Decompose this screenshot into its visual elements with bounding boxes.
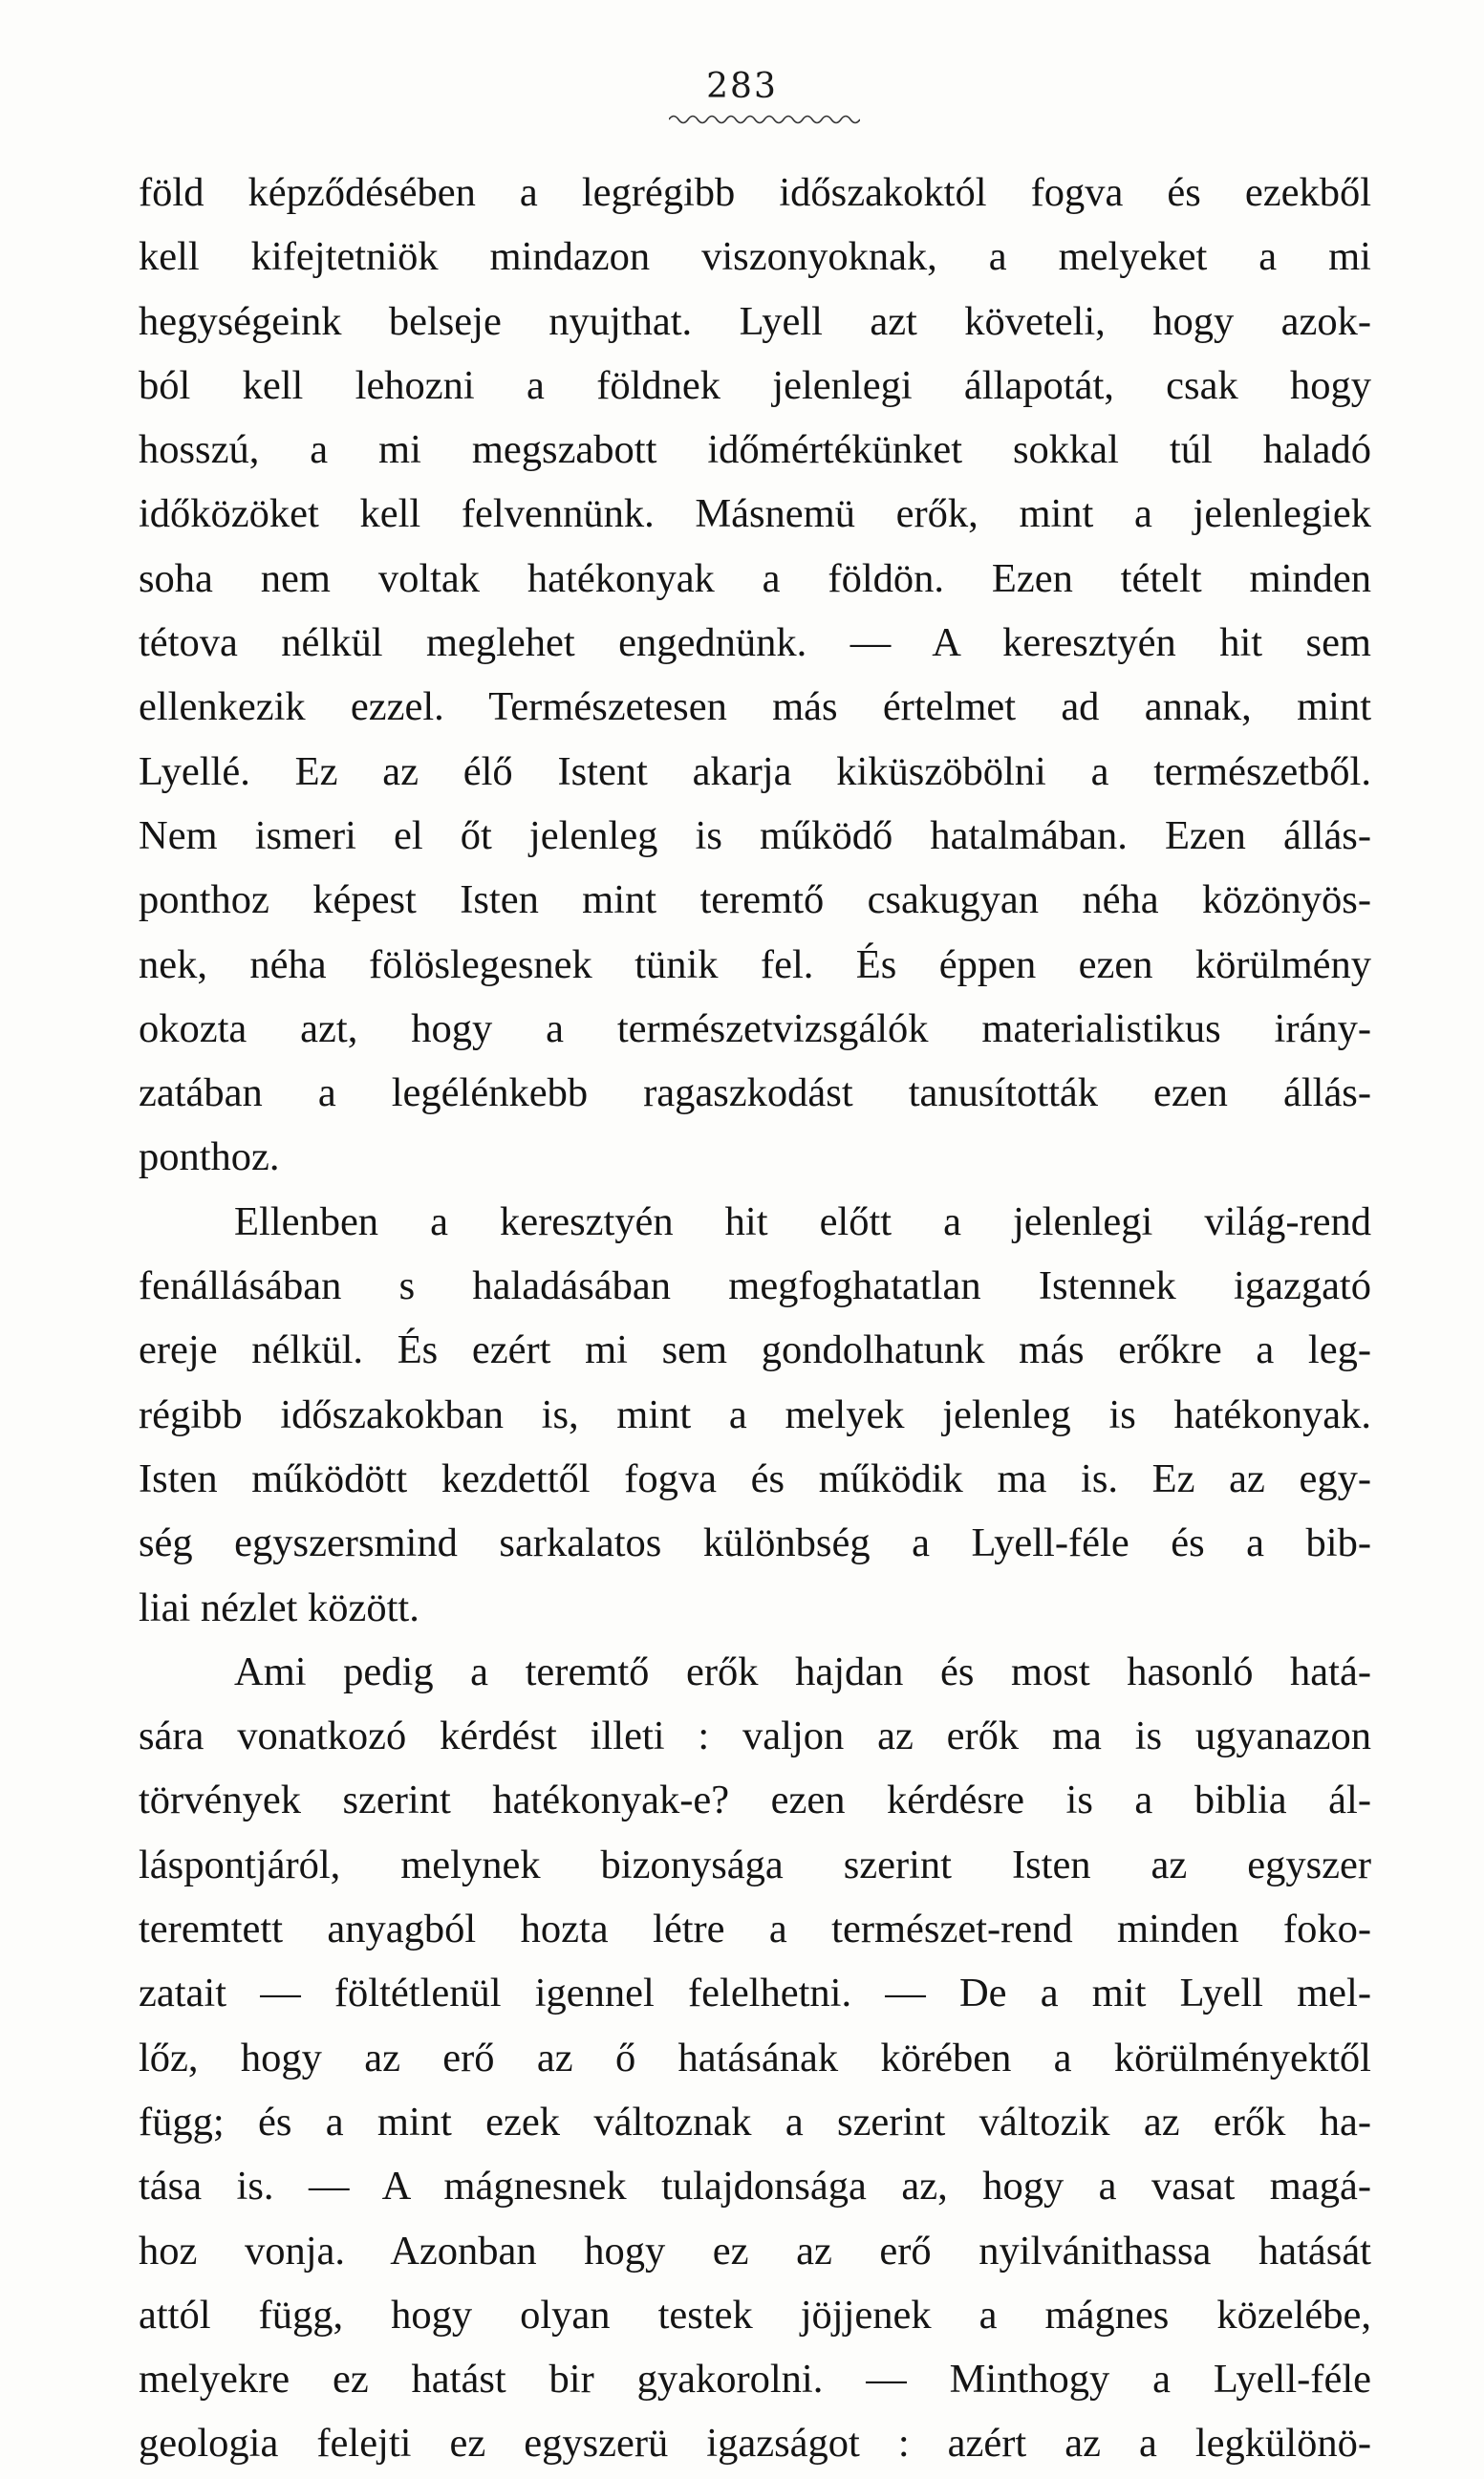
text-line bbox=[139, 1511, 1371, 1575]
text-line bbox=[139, 2219, 1371, 2283]
body-text bbox=[139, 161, 1371, 2476]
text-run: Nem ismeri el őt jelenleg is működő hatalmában. Ezen állás- bbox=[139, 812, 1371, 858]
text-line bbox=[139, 868, 1371, 932]
text-run: föld képződésében a legrégibb időszakoktól fogva és ezekből bbox=[139, 170, 1371, 215]
text-line bbox=[139, 675, 1371, 739]
text-line bbox=[139, 2347, 1371, 2411]
text-line bbox=[139, 2283, 1371, 2347]
text-run: Ezen tételt minden bbox=[991, 555, 1371, 601]
text-line bbox=[139, 611, 1371, 675]
text-run: ponthoz képest Isten mint teremtő csakugyan néha közönyös- bbox=[139, 877, 1371, 923]
text-line bbox=[139, 1768, 1371, 1832]
text-run: ból kell lehozni a földnek jelenlegi állapotát, csak hogy bbox=[139, 362, 1371, 408]
text-run: régibb időszakokban is, mint a melyek jelenleg is hatékonyak. bbox=[139, 1391, 1371, 1437]
text-run: lőz, hogy az erő az ő hatásának körében a körülményektől bbox=[139, 2035, 1371, 2080]
text-run: Isten működött kezdettől fogva és működik ma is. Ez az egy- bbox=[139, 1455, 1371, 1501]
text-run: teremtett anyagból hozta létre a természet-rend minden foko- bbox=[139, 1907, 1371, 1952]
text-line bbox=[139, 1640, 1371, 1704]
text-line bbox=[139, 1061, 1371, 1125]
text-run: kell kifejtetniök mindazon viszonyoknak, a melyeket a mi bbox=[139, 234, 1371, 280]
text-line bbox=[139, 225, 1371, 289]
text-run: Lyellé. Ez az élő Istent akarja kiküszöbölni a természetből. bbox=[139, 748, 1371, 794]
text-line bbox=[139, 804, 1371, 868]
text-run: függ; és a mint ezek változnak a szerint változik az erők ha- bbox=[139, 2099, 1371, 2145]
text-run: sára vonatkozó kérdést illeti : valjon az erők ma is ugyanazon bbox=[139, 1714, 1371, 1759]
text-run: ponthoz. bbox=[139, 1134, 280, 1180]
text-line bbox=[139, 1125, 1371, 1189]
text-run: fenállásában s haladásában megfoghatatlan Istennek igazgató bbox=[139, 1263, 1371, 1309]
text-line bbox=[139, 2411, 1371, 2475]
text-run: liai nézlet között. bbox=[139, 1584, 419, 1630]
text-line bbox=[139, 482, 1371, 546]
text-line bbox=[139, 1190, 1371, 1254]
text-run: törvények szerint hatékonyak-e? ezen kérdésre is a biblia ál- bbox=[139, 1778, 1371, 1823]
text-line bbox=[139, 997, 1371, 1061]
text-line bbox=[139, 1897, 1371, 1961]
page-number: 283 bbox=[706, 67, 778, 106]
text-run: attól függ, hogy olyan testek jöjjenek a mágnes közelébe, bbox=[139, 2292, 1371, 2338]
text-run: okozta azt, hogy a természetvizsgálók materialistikus irány- bbox=[139, 1005, 1371, 1051]
text-line bbox=[139, 1704, 1371, 1768]
text-line bbox=[139, 2090, 1371, 2154]
text-line bbox=[139, 1576, 1371, 1640]
text-run: tása is. — A mágnesnek tulajdonsága az, hogy a vasat magá- bbox=[139, 2164, 1371, 2210]
text-line bbox=[139, 418, 1371, 482]
text-line bbox=[139, 1833, 1371, 1897]
text-line bbox=[139, 1254, 1371, 1318]
text-line bbox=[139, 1318, 1371, 1382]
text-run: hoz vonja. Azonban hogy ez az erő nyilvánithassa hatását bbox=[139, 2228, 1371, 2274]
text-run: tétova nélkül meglehet engednünk. — A keresztyén hit sem bbox=[139, 620, 1371, 666]
text-run: Ami pedig a teremtő erők hajdan és most hasonló hatá- bbox=[234, 1649, 1371, 1694]
text-run: ereje nélkül. És ezért mi sem gondolhatunk más erőkre a leg- bbox=[139, 1327, 1371, 1373]
text-line bbox=[139, 161, 1371, 225]
text-line bbox=[139, 1447, 1371, 1511]
text-run: zatában a legélénkebb ragaszkodást tanusították ezen állás- bbox=[139, 1070, 1371, 1116]
text-run: hegységeink belseje nyujthat. bbox=[139, 298, 740, 344]
text-line bbox=[139, 290, 1371, 354]
wavy-underline-ornament bbox=[669, 113, 860, 126]
text-run: zatait — föltétlenül igennel felelhetni. — De a mit Lyell mel- bbox=[139, 1971, 1371, 2016]
text-run: ség egyszersmind sarkalatos különbség a Lyell-féle és a bib- bbox=[139, 1520, 1371, 1566]
text-line bbox=[139, 740, 1371, 804]
text-line bbox=[139, 1383, 1371, 1447]
text-line bbox=[139, 2154, 1371, 2218]
text-run: hosszú, a mi megszabott időmértékünket sokkal túl haladó bbox=[139, 427, 1371, 473]
text-run: Lyell azt követeli, hogy azok- bbox=[739, 298, 1371, 344]
text-run: soha nem voltak hatékonyak a földön. bbox=[139, 555, 992, 601]
text-line bbox=[139, 547, 1371, 611]
text-run: ellenkezik ezzel. Természetesen más értelmet ad annak, mint bbox=[139, 684, 1371, 730]
text-line bbox=[139, 1961, 1371, 2025]
text-line bbox=[139, 354, 1371, 418]
text-run: geologia felejti ez egyszerü igazságot : azért az a legkülönö- bbox=[139, 2421, 1371, 2467]
text-run: időközöket kell felvennünk. Másnemü erők, mint a jelenlegiek bbox=[139, 491, 1371, 537]
text-line bbox=[139, 2026, 1371, 2090]
text-run: melyekre ez hatást bir gyakorolni. — Minthogy a Lyell-féle bbox=[139, 2357, 1371, 2403]
text-run: láspontjáról, melynek bizonysága szerint Isten az egyszer bbox=[139, 1842, 1371, 1887]
text-run: Ellenben a keresztyén hit előtt a jelenlegi világ-rend bbox=[234, 1198, 1371, 1244]
text-line bbox=[139, 933, 1371, 997]
text-run: nek, néha fölöslegesnek tünik fel. És éppen ezen körülmény bbox=[139, 941, 1371, 987]
